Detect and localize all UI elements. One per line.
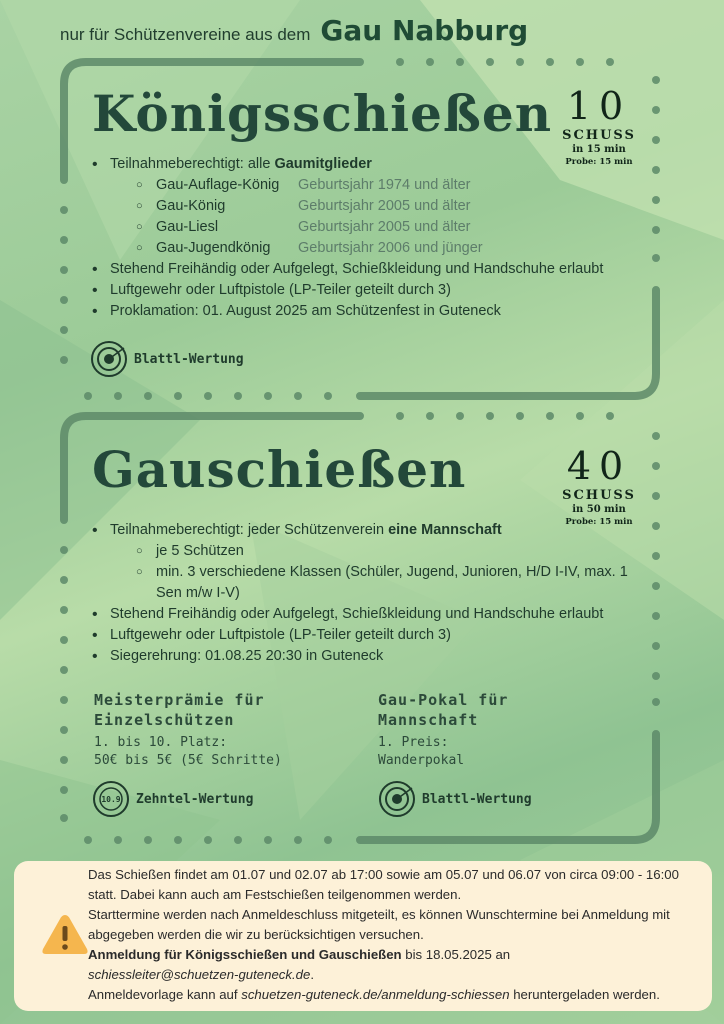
list-item: • Siegerehrung: 01.08.25 20:30 in Guteneck	[90, 646, 650, 667]
gau-team-rules	[110, 541, 650, 604]
koenig-shot-time: in 15 min	[572, 144, 626, 155]
target-decimal-icon	[92, 780, 130, 818]
prize-individual	[94, 690, 324, 770]
note-schedule: Das Schießen findet am 01.07 und 02.07 ab 17:00 sowie am 05.07 und 06.07 von circa 09:00 - 16:00 statt. Dabei kann auch am Festschießen teilgenommen werden.	[88, 867, 679, 902]
gau-shot-info	[556, 446, 642, 528]
note-text	[88, 865, 706, 1005]
note-registration: Anmeldung für Königsschießen und Gauschießen bis 18.05.2025 an	[88, 947, 511, 962]
gau-badge-blattl-label: Blattl-Wertung	[422, 791, 532, 807]
list-item: ○ Gau-Jugendkönig Geburtsjahr 2006 und jünger	[136, 238, 650, 259]
koenig-title: Königsschießen	[92, 84, 553, 143]
prize-individual-line2: 50€ bis 5€ (5€ Schritte)	[94, 753, 282, 768]
info-note	[14, 861, 712, 1011]
list-item: • Stehend Freihändig oder Aufgelegt, Schießkleidung und Handschuhe erlaubt	[90, 604, 650, 625]
gau-badge-zehntel	[92, 780, 253, 818]
gau-shot-count: 40	[566, 444, 632, 488]
prize-individual-heading: Meisterprämie für Einzelschützen	[94, 691, 265, 729]
gau-shot-time: in 50 min	[572, 504, 626, 515]
koenig-probe-time: Probe: 15 min	[565, 157, 633, 167]
note-email-line: schiessleiter@schuetzen-guteneck.de.	[88, 967, 314, 982]
prize-team-line2: Wanderpokal	[378, 753, 465, 768]
list-item: • Stehend Freihändig oder Aufgelegt, Schießkleidung und Handschuhe erlaubt	[90, 259, 650, 280]
header-gau-name: Gau Nabburg	[320, 14, 529, 47]
list-item: ○ Gau-König Geburtsjahr 2005 und älter	[136, 196, 650, 217]
target-icon	[378, 780, 416, 818]
list-item: ○ Gau-Auflage-König Geburtsjahr 1974 und älter	[136, 175, 650, 196]
gau-badge-zehntel-label: Zehntel-Wertung	[136, 791, 254, 807]
gau-shot-label: SCHUSS	[562, 488, 636, 503]
prize-team-heading: Gau-Pokal für Mannschaft	[378, 691, 509, 729]
koenig-eligibility: • Teilnahmeberechtigt: alle Gaumitglieder ○ Gau-Auflage-König Geburtsjahr 1974 und älter ○ Gau-König Geburtsjahr 2005 und älter ○ Gau-Liesl Geburtsjahr 2005 und älter ○ Gau-Jugendkönig Geburtsjahr 2006 und jünger	[90, 154, 650, 259]
note-starttimes: Starttermine werden nach Anmeldeschluss mitgeteilt, es können Wunschtermine bei Anmeldung mit abgegeben werden die wir zu berücksichtigen versuchen.	[88, 907, 670, 942]
list-item: ○ je 5 Schützen	[136, 541, 650, 562]
koenig-badge-label: Blattl-Wertung	[134, 351, 244, 367]
gau-eligibility: • Teilnahmeberechtigt: jeder Schützenverein eine Mannschaft ○ je 5 Schützen ○ min. 3 verschiedene Klassen (Schüler, Jugend, Junioren, H/D I-IV, max. 1 Sen m/w I-V)	[90, 520, 650, 604]
koenig-shot-label: SCHUSS	[562, 128, 636, 143]
gau-badge-blattl	[378, 780, 532, 818]
list-item: ○ Gau-Liesl Geburtsjahr 2005 und älter	[136, 217, 650, 238]
template-link[interactable]: schuetzen-guteneck.de/anmeldung-schiessen	[241, 987, 510, 1002]
warning-icon	[40, 912, 90, 956]
gau-list	[90, 520, 650, 667]
list-item: • Proklamation: 01. August 2025 am Schützenfest in Guteneck	[90, 301, 650, 322]
gau-title: Gauschießen	[92, 440, 467, 499]
header-prefix: nur für Schützenvereine aus dem	[60, 25, 311, 44]
gau-probe-time: Probe: 15 min	[565, 517, 633, 527]
prize-team-line1: 1. Preis:	[378, 735, 449, 750]
list-item: ○ min. 3 verschiedene Klassen (Schüler, Jugend, Junioren, H/D I-IV, max. 1 Sen m/w I-V)	[136, 562, 650, 604]
svg-text:10.9: 10.9	[101, 795, 121, 804]
email-link[interactable]: schiessleiter@schuetzen-guteneck.de	[88, 967, 311, 982]
list-item: • Luftgewehr oder Luftpistole (LP-Teiler geteilt durch 3)	[90, 625, 650, 646]
prize-individual-line1: 1. bis 10. Platz:	[94, 735, 228, 750]
prize-team	[378, 690, 578, 770]
koenig-shot-count: 10	[566, 84, 632, 128]
note-template: Anmeldevorlage kann auf schuetzen-guteneck.de/anmeldung-schiessen heruntergeladen werden.	[88, 987, 660, 1002]
list-item: • Luftgewehr oder Luftpistole (LP-Teiler geteilt durch 3)	[90, 280, 650, 301]
